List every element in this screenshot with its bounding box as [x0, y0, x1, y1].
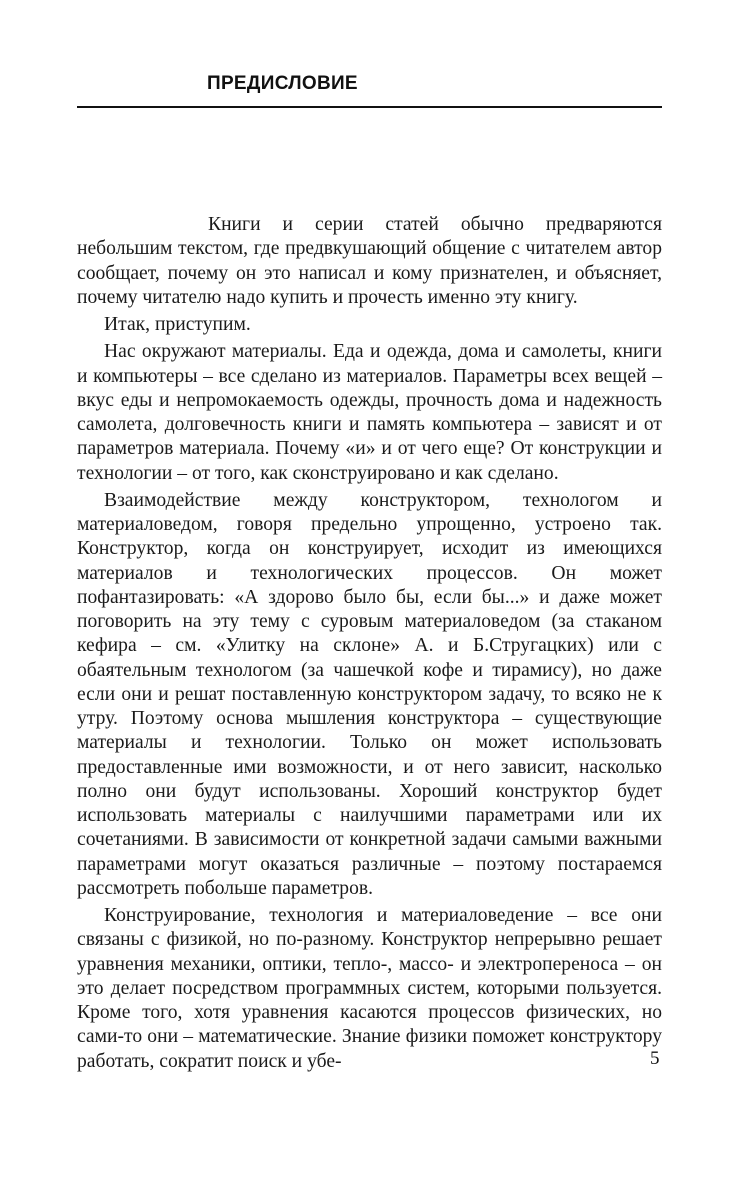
paragraph-start: Итак, приступим. — [104, 314, 251, 335]
paragraph-materials: Нас окружают материалы. Еда и одежда, дома и самолеты, книги и компьютеры – все сделано из материалов. Параметры всех вещей – вкус еды и непромокаемость одежды, прочность дома и надежность самолета, долговечность книги и память компьютера – зависят и от параметров материала. Почему «и» и от чего еще? От конструкции и технологии – от того, как сконструировано и как сделано. — [77, 341, 662, 484]
page-number: 5 — [650, 1048, 660, 1069]
section-title: ПРЕДИСЛОВИЕ — [207, 73, 358, 94]
paragraph-interaction: Взаимодействие между конструктором, технологом и материаловедом, говоря предельно упрощенно, устроено так. Конструктор, когда он конструирует, исходит из имеющихся материалов и технологических процессов. Он может пофантазировать: «А здорово было бы, если бы...» и даже может поговорить на эту тему с суровым материаловедом (за стаканом кефира – см. «Улитку на склоне» А. и Б.Стругацких) или с обаятельным технологом (за чашечкой кофе и тирамису), но даже если они и решат поставленную конструктором задачу, то всяко не к утру. Поэтому основа мышления конструктора – существующие материалы и технологии. Только он может использовать предоставленные ими возможности, и от него зависит, насколько полно они будут использованы. Хороший конструктор будет использовать материалы с наилучшими параметрами или их сочетаниями. В зависимости от конкретной задачи самыми важными параметрами могут оказаться различные – поэтому постараемся рассмотреть побольше параметров. — [77, 489, 662, 899]
header-divider — [77, 106, 662, 108]
paragraph-physics: Конструирование, технология и материаловедение – все они связаны с физикой, но по-разному. Конструктор непрерывно решает уравнения механики, оптики, тепло-, массо- и электропереноса – он это делает посредством программных систем, которыми пользуется. Кроме того, хотя уравнения касаются процессов физических, но сами-то они – математические. Знание физики поможет конструктору работать, сократит поиск и убе- — [77, 905, 662, 1072]
body-text — [77, 213, 662, 1074]
paragraph-intro: Книги и серии статей обычно предваряются небольшим текстом, где предвкушающий общение с читателем автор сообщает, почему он это написал и кому признателен, и объясняет, почему читателю надо купить и прочесть именно эту книгу. — [77, 214, 662, 308]
